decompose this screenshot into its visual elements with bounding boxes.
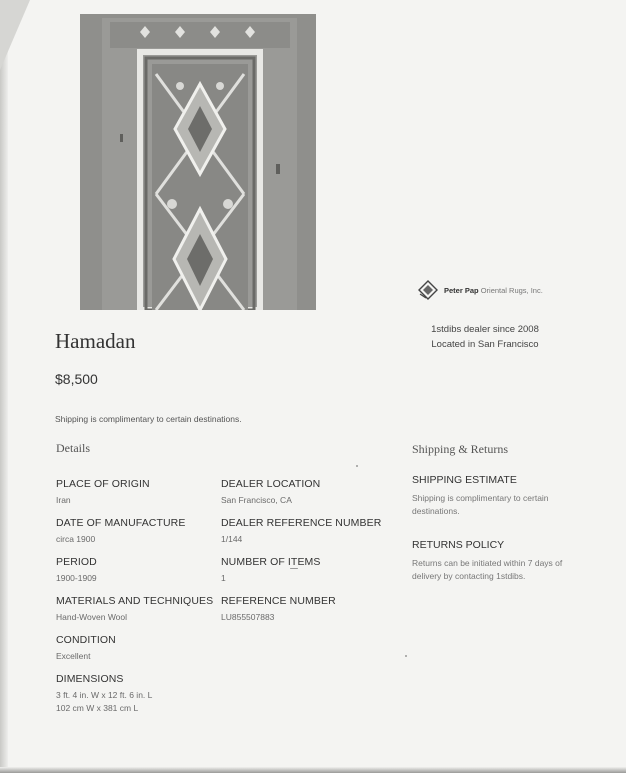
date-of-manufacture-field bbox=[56, 517, 216, 545]
shipping-returns-heading: Shipping & Returns bbox=[412, 442, 509, 456]
materials-value: Hand-Woven Wool bbox=[56, 612, 128, 622]
dealer-since-text: 1stdibs dealer since 2008 bbox=[431, 324, 539, 335]
dimensions-value-metric: 102 cm W x 381 cm L bbox=[56, 703, 139, 713]
dealer-reference-value: 1/144 bbox=[221, 534, 243, 544]
period-field bbox=[56, 556, 216, 584]
dealer-location-value: San Francisco, CA bbox=[221, 495, 292, 505]
shipping-estimate-label: SHIPPING ESTIMATE bbox=[412, 474, 517, 486]
dealer-reference-label: DEALER REFERENCE NUMBER bbox=[221, 517, 382, 529]
shipping-note: Shipping is complimentary to certain destinations. bbox=[55, 414, 242, 424]
shipping-estimate-block bbox=[412, 474, 582, 518]
dealer-name bbox=[444, 286, 543, 295]
condition-label: CONDITION bbox=[56, 634, 116, 646]
scan-speck bbox=[290, 568, 298, 569]
number-of-items-field bbox=[221, 556, 381, 584]
scan-shadow-bottom bbox=[0, 767, 626, 773]
scan-speck bbox=[405, 655, 407, 657]
date-of-manufacture-label: DATE OF MANUFACTURE bbox=[56, 517, 186, 529]
dimensions-label: DIMENSIONS bbox=[56, 673, 124, 685]
date-of-manufacture-value: circa 1900 bbox=[56, 534, 96, 544]
diamond-logo-icon bbox=[418, 280, 438, 300]
place-of-origin-label: PLACE OF ORIGIN bbox=[56, 478, 150, 490]
scan-speck bbox=[356, 465, 358, 467]
reference-number-value: LU855507883 bbox=[221, 612, 275, 622]
scan-shadow-left bbox=[0, 0, 8, 773]
dealer-location-label: DEALER LOCATION bbox=[221, 478, 321, 490]
details-heading: Details bbox=[56, 441, 90, 455]
dealer-card[interactable] bbox=[400, 258, 570, 366]
condition-value: Excellent bbox=[56, 651, 91, 661]
condition-field bbox=[56, 634, 216, 662]
dealer-reference-field bbox=[221, 517, 391, 545]
product-price: $8,500 bbox=[55, 371, 98, 387]
period-label: PERIOD bbox=[56, 556, 97, 568]
dimensions-value-imperial: 3 ft. 4 in. W x 12 ft. 6 in. L bbox=[56, 690, 153, 700]
product-title: Hamadan bbox=[55, 329, 136, 353]
reference-number-field bbox=[221, 595, 381, 623]
number-of-items-value: 1 bbox=[221, 573, 226, 583]
place-of-origin-field bbox=[56, 478, 216, 506]
scan-folded-corner bbox=[0, 0, 30, 70]
returns-policy-text: Returns can be initiated within 7 days of delivery by contacting 1stdibs. bbox=[412, 558, 563, 581]
dealer-location-field bbox=[221, 478, 381, 506]
number-of-items-label: NUMBER OF ITEMS bbox=[221, 556, 321, 568]
returns-policy-label: RETURNS POLICY bbox=[412, 539, 505, 551]
place-of-origin-value: Iran bbox=[56, 495, 71, 505]
dealer-location-text: Located in San Francisco bbox=[431, 339, 539, 350]
rug-image[interactable] bbox=[80, 14, 316, 310]
returns-policy-block bbox=[412, 539, 582, 583]
shipping-estimate-text: Shipping is complimentary to certain destinations. bbox=[412, 493, 549, 516]
period-value: 1900-1909 bbox=[56, 573, 97, 583]
materials-label: MATERIALS AND TECHNIQUES bbox=[56, 595, 214, 607]
dimensions-field bbox=[56, 673, 216, 714]
dealer-name-rest: Oriental Rugs, Inc. bbox=[480, 285, 543, 295]
dealer-logo[interactable] bbox=[418, 280, 543, 300]
materials-field bbox=[56, 595, 216, 623]
dealer-name-bold: Peter Pap bbox=[444, 285, 479, 295]
reference-number-label: REFERENCE NUMBER bbox=[221, 595, 336, 607]
